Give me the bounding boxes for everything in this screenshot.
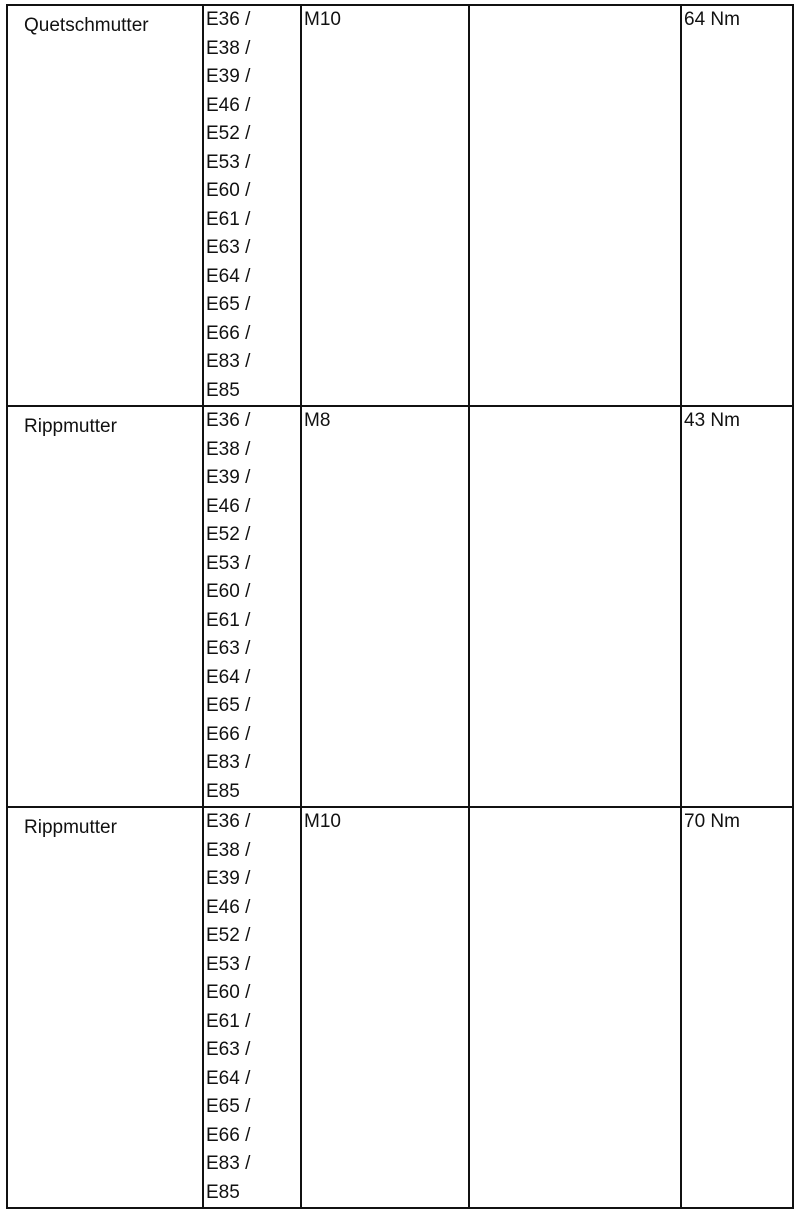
torque-cell: 43 Nm [681, 406, 793, 807]
model-item: E36 / [206, 811, 251, 832]
model-item: E64 / [206, 666, 251, 688]
model-item: E60 / [206, 982, 251, 1003]
model-item: E36 / [206, 410, 251, 431]
model-item: E65 / [206, 294, 251, 315]
model-item: E66 / [206, 723, 251, 745]
nut-type-cell: Rippmutter [7, 807, 203, 1208]
model-item: E46 / [206, 495, 251, 517]
model-item: E64 / [206, 1067, 251, 1089]
model-item: E46 / [206, 896, 251, 918]
torque-table-container [6, 4, 794, 1209]
model-item: E46 / [206, 94, 251, 116]
model-item: E65 / [206, 695, 251, 716]
nut-type-cell: Rippmutter [7, 406, 203, 807]
model-item: E63 / [206, 1039, 251, 1060]
model-item: E38 / [206, 839, 251, 861]
torque-cell: 64 Nm [681, 5, 793, 406]
model-item: E65 / [206, 1096, 251, 1117]
model-item: E39 / [206, 868, 251, 889]
model-item: E38 / [206, 37, 251, 59]
model-item: E66 / [206, 322, 251, 344]
model-item: E83 / [206, 1153, 251, 1174]
model-item: E52 / [206, 925, 251, 946]
note-cell [469, 807, 681, 1208]
model-item: E61 / [206, 609, 251, 631]
model-item: E52 / [206, 524, 251, 545]
model-item: E63 / [206, 638, 251, 659]
thread-size-cell: M8 [301, 406, 469, 807]
torque-table [6, 4, 794, 1209]
model-item: E60 / [206, 180, 251, 201]
models-cell [203, 5, 301, 406]
model-item: E64 / [206, 265, 251, 287]
model-item: E85 [206, 379, 240, 401]
model-item: E53 / [206, 151, 251, 173]
model-item: E85 [206, 780, 240, 802]
nut-type-cell: Quetschmutter [7, 5, 203, 406]
model-item: E66 / [206, 1124, 251, 1146]
model-item: E36 / [206, 9, 251, 30]
models-cell [203, 406, 301, 807]
model-item: E39 / [206, 467, 251, 488]
model-item: E53 / [206, 953, 251, 975]
model-item: E39 / [206, 66, 251, 87]
model-item: E83 / [206, 351, 251, 372]
model-item: E83 / [206, 752, 251, 773]
table-row [7, 5, 793, 406]
table-row [7, 807, 793, 1208]
model-item: E38 / [206, 438, 251, 460]
model-item: E85 [206, 1181, 240, 1203]
model-item: E52 / [206, 123, 251, 144]
model-item: E63 / [206, 237, 251, 258]
torque-cell: 70 Nm [681, 807, 793, 1208]
models-cell [203, 807, 301, 1208]
model-item: E61 / [206, 1010, 251, 1032]
model-item: E60 / [206, 581, 251, 602]
model-item: E53 / [206, 552, 251, 574]
thread-size-cell: M10 [301, 807, 469, 1208]
table-row [7, 406, 793, 807]
note-cell [469, 406, 681, 807]
thread-size-cell: M10 [301, 5, 469, 406]
note-cell [469, 5, 681, 406]
model-item: E61 / [206, 208, 251, 230]
